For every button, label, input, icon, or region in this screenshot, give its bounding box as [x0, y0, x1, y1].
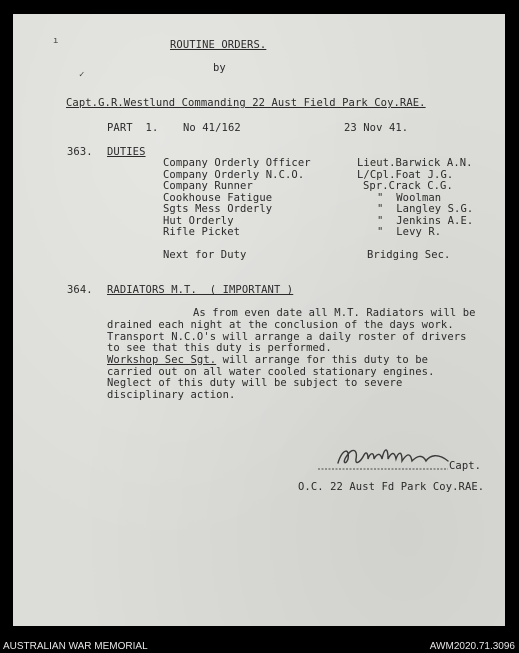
signature-office: O.C. 22 Aust Fd Park Coy.RAE. [298, 481, 485, 493]
body-line: Workshop Sec Sgt. will arrange for this duty to be [107, 354, 429, 366]
duty-role: Company Orderly Officer [163, 157, 311, 169]
duty-person: Lieut.Barwick A.N. [357, 157, 473, 169]
duty-role: Cookhouse Fatigue [163, 192, 273, 204]
document-page [13, 14, 505, 626]
footer-source: AUSTRALIAN WAR MEMORIAL [3, 641, 148, 652]
footer-accession-number: AWM2020.71.3096 [429, 641, 515, 652]
duty-role: Sgts Mess Orderly [163, 203, 273, 215]
order-number: No 41/162 [183, 122, 241, 134]
duty-role: Company Runner [163, 180, 253, 192]
footer-bar [0, 636, 519, 653]
duty-role: Company Orderly N.C.O. [163, 169, 305, 181]
section-number: 364. [67, 284, 93, 296]
punch-mark: ✓ [79, 70, 85, 80]
duty-person: " Jenkins A.E. [377, 215, 474, 227]
document-title: ROUTINE ORDERS. [170, 39, 267, 51]
next-for-duty-value: Bridging Sec. [367, 249, 451, 261]
body-line: Transport N.C.O's will arrange a daily roster of drivers [107, 331, 467, 343]
duty-person: " Levy R. [377, 226, 442, 238]
body-line: Neglect of this duty will be subject to severe [107, 377, 403, 389]
document-issuer: Capt.G.R.Westlund Commanding 22 Aust Field Park Coy.RAE. [66, 97, 426, 109]
body-line: disciplinary action. [107, 389, 236, 401]
body-line: drained each night at the conclusion of the days work. [107, 319, 454, 331]
document-by: by [213, 62, 226, 74]
body-line: carried out on all water cooled stationary engines. [107, 366, 435, 378]
duty-person: Spr.Crack C.G. [363, 180, 453, 192]
body-line: As from even date all M.T. Radiators will be [193, 307, 476, 319]
underlined-phrase: Workshop Sec Sgt. [107, 354, 217, 366]
next-for-duty-label: Next for Duty [163, 249, 247, 261]
duty-person: L/Cpl.Foat J.G. [357, 169, 454, 181]
duty-role: Rifle Picket [163, 226, 241, 238]
handwritten-signature [298, 439, 468, 471]
section-heading: DUTIES [107, 146, 146, 158]
signature-rank: Capt. [449, 460, 482, 472]
duty-role: Hut Orderly [163, 215, 234, 227]
punch-mark: ı [53, 36, 59, 46]
duty-person: " Langley S.G. [377, 203, 474, 215]
part-label: PART 1. [107, 122, 159, 134]
section-number: 363. [67, 146, 93, 158]
section-heading: RADIATORS M.T. ( IMPORTANT ) [107, 284, 294, 296]
order-date: 23 Nov 41. [344, 122, 409, 134]
body-line: to see that this duty is performed. [107, 342, 332, 354]
duty-person: " Woolman [377, 192, 442, 204]
